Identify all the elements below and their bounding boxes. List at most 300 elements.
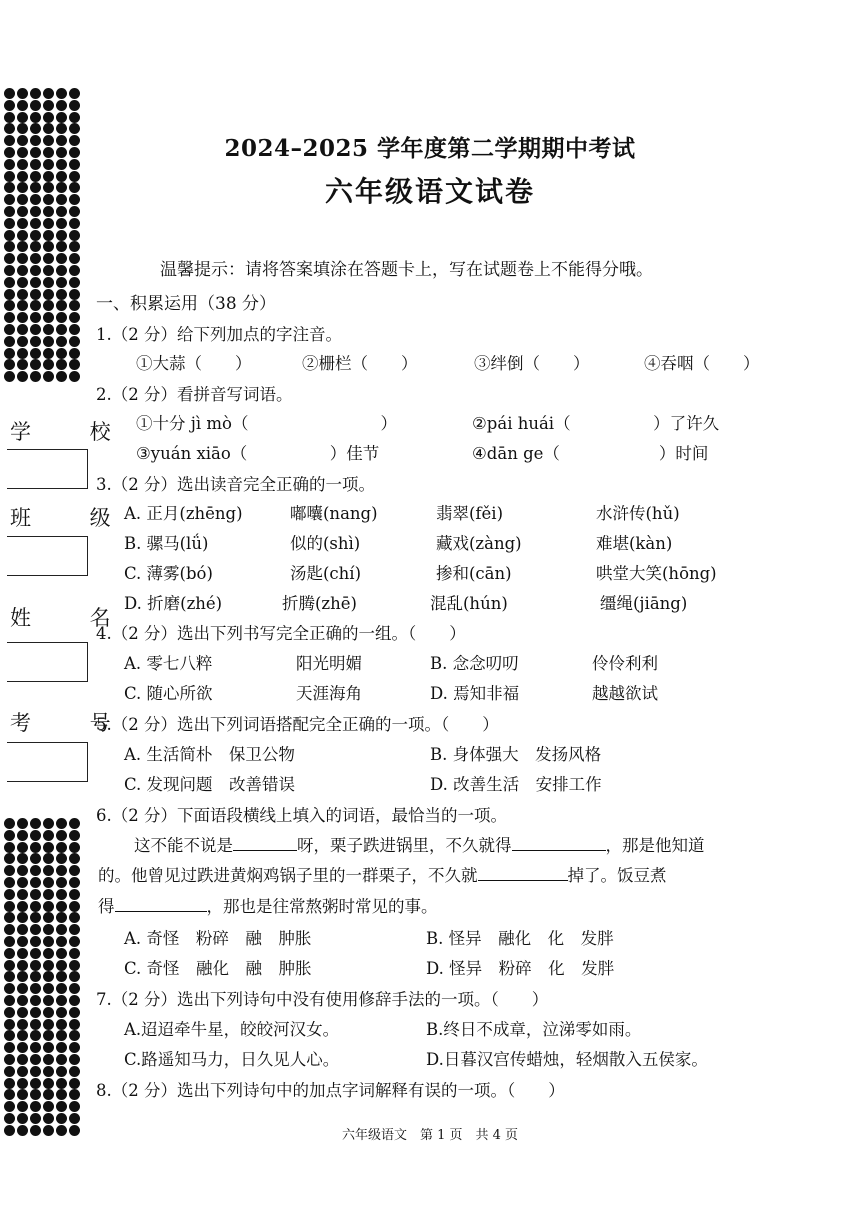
- q2-option-c: ③yuán xiāo（ ）佳节: [136, 444, 380, 463]
- q6-passage-line2: [98, 862, 667, 886]
- q5-option-a: A. 生活简朴 保卫公物: [124, 745, 295, 764]
- binding-dot: [69, 324, 80, 335]
- binding-dot: [17, 924, 28, 935]
- q6-blank-2[interactable]: [512, 836, 606, 851]
- binding-dot: [30, 971, 41, 982]
- binding-dot: [43, 359, 54, 370]
- q6-option-b: B. 怪异 融化 化 发胖: [426, 929, 614, 948]
- binding-dot: [4, 1007, 15, 1018]
- binding-dot: [69, 1113, 80, 1124]
- binding-dot: [43, 312, 54, 323]
- binding-dot: [56, 230, 67, 241]
- q2-option-b: ②pái huái（ ）了许久: [472, 414, 720, 433]
- q4-a-1: A. 零七八粹: [124, 654, 213, 673]
- binding-dot: [69, 300, 80, 311]
- binding-dot: [69, 912, 80, 923]
- binding-dot: [30, 877, 41, 888]
- binding-dot: [56, 289, 67, 300]
- binding-dot: [30, 1089, 41, 1100]
- binding-dot: [4, 830, 15, 841]
- binding-dot: [43, 912, 54, 923]
- school-field[interactable]: [7, 449, 88, 489]
- binding-dot: [17, 1007, 28, 1018]
- binding-dot: [56, 901, 67, 912]
- q3-a-3: 翡翠(fěi): [436, 504, 504, 523]
- binding-dot: [30, 277, 41, 288]
- binding-dot: [43, 983, 54, 994]
- binding-dot: [56, 265, 67, 276]
- q3-b-2: 似的(shì): [290, 534, 361, 553]
- binding-dot: [69, 1054, 80, 1065]
- binding-dot: [43, 1089, 54, 1100]
- binding-dot: [4, 1101, 15, 1112]
- binding-dot: [43, 1066, 54, 1077]
- binding-dot: [30, 1030, 41, 1041]
- q6-option-d: D. 怪异 粉碎 化 发胖: [426, 959, 615, 978]
- binding-dot: [56, 324, 67, 335]
- q2-stem: 2.（2 分）看拼音写词语。: [96, 385, 293, 404]
- binding-dot: [17, 88, 28, 99]
- binding-dot: [17, 371, 28, 382]
- q6-passage-line3: [98, 893, 438, 917]
- binding-dot: [43, 1113, 54, 1124]
- binding-dot: [4, 336, 15, 347]
- binding-dot: [4, 88, 15, 99]
- binding-dot: [17, 218, 28, 229]
- binding-dot: [17, 100, 28, 111]
- binding-dot: [69, 265, 80, 276]
- binding-dot: [17, 336, 28, 347]
- binding-dot: [69, 960, 80, 971]
- binding-dot: [69, 1078, 80, 1089]
- binding-dot: [43, 324, 54, 335]
- binding-dot: [4, 1042, 15, 1053]
- binding-dot: [69, 995, 80, 1006]
- binding-dot: [4, 265, 15, 276]
- binding-dot: [43, 971, 54, 982]
- binding-dot: [17, 1066, 28, 1077]
- binding-dot: [4, 230, 15, 241]
- binding-dot: [69, 853, 80, 864]
- binding-dot: [43, 253, 54, 264]
- binding-dot: [17, 830, 28, 841]
- page-footer: 六年级语文 第 1 页 共 4 页: [341, 1128, 519, 1143]
- binding-dot: [69, 1042, 80, 1053]
- binding-dot: [69, 1030, 80, 1041]
- binding-dot: [56, 912, 67, 923]
- binding-dot: [17, 936, 28, 947]
- binding-dot: [4, 960, 15, 971]
- binding-dot: [43, 1078, 54, 1089]
- binding-dot: [56, 100, 67, 111]
- binding-dot: [43, 100, 54, 111]
- binding-dot: [56, 983, 67, 994]
- q6-stem: 6.（2 分）下面语段横线上填入的词语，最恰当的一项。: [96, 806, 507, 825]
- binding-dot: [30, 88, 41, 99]
- q2-option-d: ④dān ge（ ）时间: [472, 444, 709, 463]
- binding-dot: [30, 100, 41, 111]
- binding-dot: [43, 1101, 54, 1112]
- q5-option-b: B. 身体强大 发扬风格: [430, 745, 602, 764]
- binding-dot: [30, 818, 41, 829]
- binding-dot: [43, 289, 54, 300]
- binding-dot: [56, 818, 67, 829]
- q8-stem: 8.（2 分）选出下列诗句中的加点字词解释有误的一项。（ ）: [96, 1081, 565, 1100]
- binding-dot: [30, 324, 41, 335]
- binding-dot: [43, 88, 54, 99]
- binding-dot: [43, 218, 54, 229]
- binding-dot: [69, 971, 80, 982]
- binding-dot: [43, 241, 54, 252]
- q6-option-a: A. 奇怪 粉碎 融 肿胀: [124, 929, 312, 948]
- binding-dot: [4, 889, 15, 900]
- binding-dot: [69, 230, 80, 241]
- binding-dot: [43, 877, 54, 888]
- binding-dot: [56, 1089, 67, 1100]
- q6-blank-4[interactable]: [115, 897, 207, 912]
- q6-text: ，那是他知道: [605, 836, 705, 855]
- q3-d-3: 混乱(hún): [430, 594, 508, 613]
- q6-blank-3[interactable]: [478, 866, 568, 881]
- number-label: 考 号: [10, 711, 137, 735]
- binding-dot: [17, 912, 28, 923]
- q4-d-2: 越越欲试: [592, 684, 658, 703]
- binding-dot: [56, 300, 67, 311]
- binding-dot: [17, 359, 28, 370]
- binding-dot: [30, 865, 41, 876]
- binding-dot: [56, 853, 67, 864]
- binding-dot: [30, 1007, 41, 1018]
- binding-dot: [43, 1019, 54, 1030]
- binding-dot: [43, 865, 54, 876]
- binding-dot: [4, 253, 15, 264]
- binding-dot: [4, 995, 15, 1006]
- binding-dot: [56, 253, 67, 264]
- binding-dot: [17, 1019, 28, 1030]
- binding-dot: [4, 1030, 15, 1041]
- binding-dot: [43, 1054, 54, 1065]
- binding-dot: [17, 818, 28, 829]
- binding-dot: [69, 924, 80, 935]
- binding-dot: [56, 842, 67, 853]
- binding-dot: [4, 924, 15, 935]
- q6-text: 呀，栗子跌进锅里，不久就得: [297, 836, 512, 855]
- binding-dot: [4, 948, 15, 959]
- binding-dot: [69, 830, 80, 841]
- binding-dot: [43, 960, 54, 971]
- binding-dot: [56, 877, 67, 888]
- binding-dot: [69, 218, 80, 229]
- binding-dot: [30, 948, 41, 959]
- q3-b-3: 藏戏(zàng): [436, 534, 522, 553]
- binding-dot: [30, 300, 41, 311]
- binding-dot: [30, 371, 41, 382]
- binding-dot: [43, 277, 54, 288]
- class-field[interactable]: [7, 536, 88, 576]
- q1-option-a: ①大蒜（ ）: [136, 354, 252, 373]
- q5-stem: 5.（2 分）选出下列词语搭配完全正确的一项。（ ）: [96, 715, 499, 734]
- binding-dot: [43, 1042, 54, 1053]
- tip-text: 温馨提示：请将答案填涂在答题卡上，写在试题卷上不能得分哦。: [160, 260, 653, 280]
- binding-dot: [69, 88, 80, 99]
- binding-dot: [17, 960, 28, 971]
- q7-option-a: A.迢迢牵牛星，皎皎河汉女。: [124, 1020, 340, 1039]
- binding-dot: [69, 889, 80, 900]
- binding-dot: [69, 1089, 80, 1100]
- binding-dot: [69, 277, 80, 288]
- binding-dot: [43, 265, 54, 276]
- binding-dot: [30, 842, 41, 853]
- binding-dot: [56, 995, 67, 1006]
- school-label: 学 校: [10, 420, 137, 444]
- name-label: 姓 名: [10, 606, 137, 630]
- binding-dot: [30, 312, 41, 323]
- binding-dot: [30, 1113, 41, 1124]
- binding-dot: [4, 936, 15, 947]
- binding-dot: [69, 983, 80, 994]
- binding-dot: [56, 277, 67, 288]
- binding-dot: [30, 1066, 41, 1077]
- binding-dot: [4, 324, 15, 335]
- binding-dots-bottom: [4, 818, 84, 1138]
- q4-b-1: B. 念念叨叨: [430, 654, 519, 673]
- q6-text: 这不能不说是: [134, 836, 233, 855]
- binding-dot: [30, 1054, 41, 1065]
- binding-dot: [4, 277, 15, 288]
- binding-dot: [30, 1019, 41, 1030]
- binding-dot: [56, 830, 67, 841]
- binding-dot: [30, 995, 41, 1006]
- binding-dot: [30, 1042, 41, 1053]
- q6-text: 得: [98, 897, 115, 916]
- section-title: 一、积累运用（38 分）: [96, 294, 277, 314]
- binding-dot: [56, 1054, 67, 1065]
- q6-text: 的。他曾见过跌进黄焖鸡锅子里的一群栗子，不久就: [98, 866, 478, 885]
- binding-dot: [30, 912, 41, 923]
- binding-dot: [30, 348, 41, 359]
- binding-dot: [43, 995, 54, 1006]
- binding-dot: [56, 1007, 67, 1018]
- q4-d-1: D. 焉知非福: [430, 684, 520, 703]
- q1-option-b: ②栅栏（ ）: [302, 354, 418, 373]
- binding-dot: [4, 1113, 15, 1124]
- binding-dot: [17, 241, 28, 252]
- q3-stem: 3.（2 分）选出读音完全正确的一项。: [96, 475, 375, 494]
- q3-b-1: B. 骡马(lǘ): [124, 534, 209, 553]
- binding-dot: [30, 853, 41, 864]
- binding-dot: [17, 1113, 28, 1124]
- q3-a-4: 水浒传(hǔ): [596, 504, 680, 523]
- binding-dot: [69, 948, 80, 959]
- binding-dot: [30, 936, 41, 947]
- q4-a-2: 阳光明媚: [296, 654, 362, 673]
- binding-dot: [56, 359, 67, 370]
- binding-dot: [43, 1030, 54, 1041]
- binding-dot: [17, 265, 28, 276]
- binding-dot: [56, 312, 67, 323]
- binding-dot: [4, 359, 15, 370]
- q3-a-2: 嘟囔(nang): [290, 504, 378, 523]
- binding-dot: [4, 901, 15, 912]
- binding-dot: [4, 300, 15, 311]
- binding-dot: [17, 300, 28, 311]
- binding-dot: [30, 1101, 41, 1112]
- binding-dot: [69, 936, 80, 947]
- binding-dot: [4, 971, 15, 982]
- binding-dot: [69, 253, 80, 264]
- binding-dot: [69, 1066, 80, 1077]
- binding-dot: [30, 112, 41, 123]
- binding-dot: [17, 324, 28, 335]
- binding-dot: [43, 924, 54, 935]
- binding-dot: [43, 371, 54, 382]
- binding-dot: [17, 1089, 28, 1100]
- binding-dot: [43, 842, 54, 853]
- binding-dot: [4, 100, 15, 111]
- binding-dot: [30, 889, 41, 900]
- q3-a-1: A. 正月(zhēng): [124, 504, 243, 523]
- binding-dot: [69, 1007, 80, 1018]
- binding-dot: [17, 230, 28, 241]
- binding-dot: [69, 865, 80, 876]
- q6-text: 掉了。饭豆煮: [567, 866, 667, 885]
- number-field[interactable]: [7, 742, 88, 782]
- binding-dot: [56, 1113, 67, 1124]
- binding-dot: [56, 1030, 67, 1041]
- binding-dot: [56, 218, 67, 229]
- binding-dot: [17, 865, 28, 876]
- binding-dot: [43, 336, 54, 347]
- exam-title-year: 2024–2025 学年度第二学期期中考试: [224, 135, 636, 162]
- binding-dot: [30, 924, 41, 935]
- binding-dot: [30, 1078, 41, 1089]
- binding-dot: [56, 1042, 67, 1053]
- q4-stem: 4.（2 分）选出下列书写完全正确的一组。（ ）: [96, 624, 466, 643]
- q1-stem: 1.（2 分）给下列加点的字注音。: [96, 325, 342, 344]
- binding-dot: [30, 253, 41, 264]
- binding-dot: [69, 100, 80, 111]
- binding-dot: [43, 948, 54, 959]
- binding-dot: [56, 348, 67, 359]
- binding-dot: [56, 960, 67, 971]
- class-label: 班 级: [10, 506, 137, 530]
- q3-c-1: C. 薄雾(bó): [124, 564, 213, 583]
- binding-dot: [56, 1019, 67, 1030]
- name-field[interactable]: [7, 642, 88, 682]
- q3-c-3: 掺和(cān): [436, 564, 512, 583]
- binding-dot: [17, 348, 28, 359]
- binding-dot: [69, 359, 80, 370]
- q6-option-c: C. 奇怪 融化 融 肿胀: [124, 959, 312, 978]
- binding-dot: [17, 253, 28, 264]
- binding-dot: [4, 218, 15, 229]
- binding-dot: [4, 1066, 15, 1077]
- binding-dot: [69, 818, 80, 829]
- binding-dot: [56, 948, 67, 959]
- binding-dot: [17, 1078, 28, 1089]
- binding-dot: [30, 230, 41, 241]
- binding-dot: [4, 312, 15, 323]
- binding-dot: [4, 912, 15, 923]
- binding-dot: [17, 112, 28, 123]
- binding-dot: [30, 359, 41, 370]
- binding-dot: [56, 971, 67, 982]
- binding-dot: [30, 218, 41, 229]
- binding-dot: [43, 936, 54, 947]
- binding-dot: [30, 265, 41, 276]
- binding-dot: [4, 818, 15, 829]
- q3-b-4: 难堪(kàn): [596, 534, 673, 553]
- binding-dot: [56, 936, 67, 947]
- binding-dot: [4, 1054, 15, 1065]
- binding-dot: [17, 312, 28, 323]
- binding-dot: [4, 865, 15, 876]
- binding-dot: [17, 971, 28, 982]
- binding-dot: [17, 1042, 28, 1053]
- binding-dot: [17, 1101, 28, 1112]
- binding-dot: [4, 371, 15, 382]
- binding-dot: [56, 336, 67, 347]
- binding-dot: [69, 842, 80, 853]
- binding-dot: [4, 1078, 15, 1089]
- binding-dot: [69, 1019, 80, 1030]
- binding-dot: [43, 230, 54, 241]
- binding-dot: [4, 877, 15, 888]
- q7-option-d: D.日暮汉宫传蜡烛，轻烟散入五侯家。: [426, 1050, 708, 1069]
- q3-c-2: 汤匙(chí): [290, 564, 362, 583]
- binding-dot: [69, 289, 80, 300]
- binding-dot: [56, 924, 67, 935]
- q5-option-d: D. 改善生活 安排工作: [430, 775, 602, 794]
- q4-b-2: 伶伶利利: [592, 654, 658, 673]
- q6-passage-line1: [134, 832, 705, 856]
- binding-dot: [30, 241, 41, 252]
- binding-dot: [17, 983, 28, 994]
- q4-c-2: 天涯海角: [296, 684, 362, 703]
- binding-dot: [43, 348, 54, 359]
- q7-option-c: C.路遥知马力，日久见人心。: [124, 1050, 340, 1069]
- binding-dot: [4, 112, 15, 123]
- binding-dot: [43, 300, 54, 311]
- binding-dot: [56, 371, 67, 382]
- binding-dot: [30, 336, 41, 347]
- q6-blank-1[interactable]: [233, 836, 297, 851]
- binding-dot: [43, 1007, 54, 1018]
- binding-dot: [17, 289, 28, 300]
- binding-dot: [43, 818, 54, 829]
- binding-dot: [69, 112, 80, 123]
- binding-dot: [43, 112, 54, 123]
- q3-d-2: 折腾(zhē): [282, 594, 357, 613]
- binding-dot: [56, 241, 67, 252]
- q7-stem: 7.（2 分）选出下列诗句中没有使用修辞手法的一项。（ ）: [96, 990, 549, 1009]
- binding-dot: [17, 995, 28, 1006]
- q4-c-1: C. 随心所欲: [124, 684, 213, 703]
- binding-dot: [43, 901, 54, 912]
- binding-dot: [17, 901, 28, 912]
- binding-dot: [4, 289, 15, 300]
- binding-dot: [56, 865, 67, 876]
- binding-dot: [69, 1101, 80, 1112]
- binding-dot: [4, 842, 15, 853]
- binding-dot: [56, 112, 67, 123]
- binding-dot: [56, 88, 67, 99]
- binding-dot: [69, 336, 80, 347]
- binding-dot: [30, 960, 41, 971]
- binding-dot: [4, 241, 15, 252]
- binding-dot: [43, 830, 54, 841]
- binding-dot: [69, 371, 80, 382]
